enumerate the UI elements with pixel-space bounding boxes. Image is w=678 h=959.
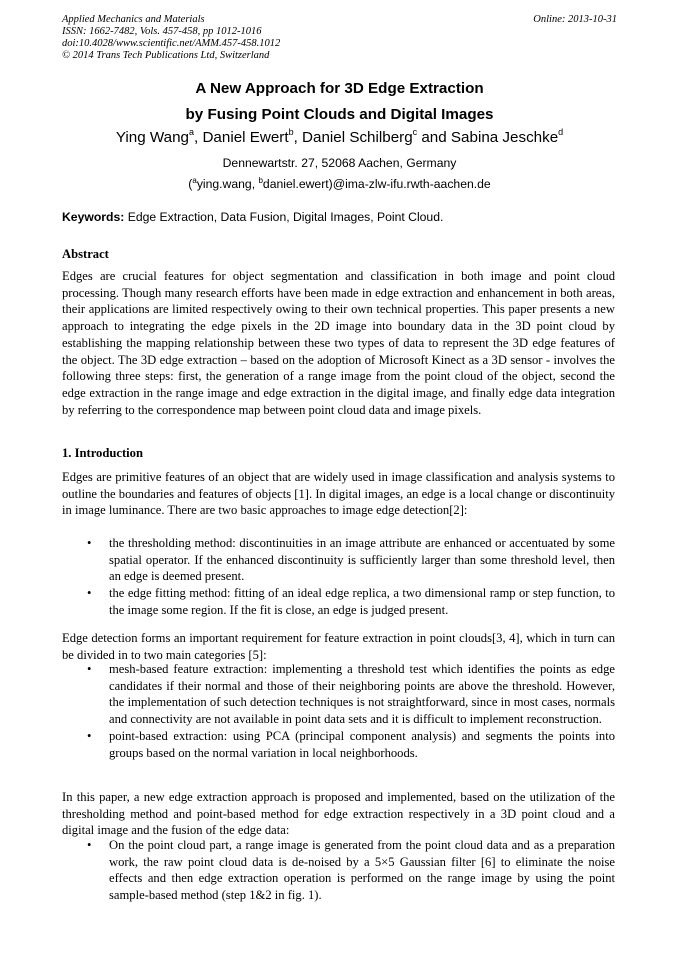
list-item-text: mesh-based feature extraction: implementing a threshold test which identifies the points as edge candidates if their normal and those of their neighboring points are above the threshold. However, the implementation of such detection techniques is not straightforward, since in most cases, normals and connectivity are not available in point data sets and it is difficult to implement reconstruction.: [109, 662, 615, 727]
list-item-text: point-based extraction: using PCA (principal component analysis) and segments the points into groups based on the normal variation in local neighborhoods.: [109, 728, 615, 760]
online-date: Online: 2013-10-31: [533, 14, 617, 25]
author-name: Ying Wang: [115, 129, 189, 146]
email-paren: (: [188, 177, 193, 191]
issn-line: ISSN: 1662-7482, Vols. 457-458, pp 1012-1016: [62, 26, 262, 37]
doi-line: doi:10.4028/www.scientific.net/AMM.457-458.1012: [62, 38, 281, 49]
list-item-text: On the point cloud part, a range image is generated from the point cloud data and as a preparation work, the raw point cloud data is de-noised by a 5×5 Gaussian filter [6] to eliminate the noise effects and then edge extraction operation is performed on the range image by using the point sample-based method (step 1&2 in fig. 1).: [109, 838, 615, 903]
email-rest: daniel.ewert)@ima-zlw-ifu.rwth-aachen.de: [262, 177, 491, 191]
author-affiliation-mark: c: [412, 127, 418, 137]
copyright-line: © 2014 Trans Tech Publications Ltd, Switzerland: [62, 50, 270, 61]
list-item: [62, 535, 615, 585]
intro-paragraph-1: Edges are primitive features of an object that are widely used in image classification and analysis systems to outline the boundaries and features of objects [1]. In digital images, an edge is a local change or discontinuity in image luminance. There are two basic approaches to image edge detection[2]:: [62, 470, 615, 518]
intro-paragraph-3: In this paper, a new edge extraction approach is proposed and implemented, based on the utilization of the thresholding method and point-based method for edge extraction respectively in a 3D point cloud and a digital image and the fusion of the edge data:: [62, 790, 615, 838]
author-email: [62, 177, 617, 191]
introduction-heading: 1. Introduction: [62, 446, 143, 460]
author-name: Sabina Jeschke: [450, 129, 559, 146]
author-separator: and: [417, 129, 451, 146]
abstract-heading: Abstract: [62, 247, 109, 261]
bullet-icon: •: [87, 586, 92, 601]
paper-title-line-1: A New Approach for 3D Edge Extraction: [195, 80, 484, 97]
bullet-icon: •: [87, 838, 92, 852]
list-item-text: the thresholding method: discontinuities in an image attribute are enhanced or accentuated by some spatial operator. If the enhanced discontinuity is sufficiently larger than some threshold level, then an edge is deemed present.: [109, 536, 615, 584]
author-affiliation-mark: a: [189, 127, 195, 137]
keywords-text: Edge Extraction, Data Fusion, Digital Images, Point Cloud.: [124, 210, 444, 224]
bullet-icon: •: [87, 662, 92, 676]
list-item: [62, 728, 615, 761]
point-cloud-categories-list: [62, 661, 615, 761]
list-item-text: the edge fitting method: fitting of an ideal edge replica, a two dimensional ramp or step function, to the image some region. If the fit is close, an edge is judged present.: [109, 586, 615, 617]
proposed-approach-list: [62, 837, 615, 904]
author-name: Daniel Ewert: [202, 129, 289, 146]
edge-detection-approaches-list: [62, 535, 615, 619]
journal-header: [62, 14, 617, 62]
keywords-label: Keywords:: [62, 210, 125, 224]
keywords: [62, 210, 617, 224]
author-separator: ,: [293, 129, 303, 146]
email-user-a: ying.wang,: [196, 177, 259, 191]
list-item: [62, 661, 615, 728]
bullet-icon: •: [87, 536, 92, 550]
abstract-text: Edges are crucial features for object segmentation and classification in both image and point cloud processing. Though many research efforts have been made in edge extraction and enhancement in both areas, their applications are limited respectively owing to their own technical properties. This paper presents a new approach to integrating the edge pixels in the 2D image into boundary data in the 3D point cloud by establishing the mapping relationship between these two types of data to represent the 3D edge features of the object. The 3D edge extraction – based on the adoption of Microsoft Kinect as a 3D sensor - involves the following three steps: first, the generation of a range image from the point cloud of the object, second the edge extraction in the range image and edge extraction in the digital image, and finally edge data integration by referring to the correspondence map between point cloud data and image pixels.: [62, 269, 615, 417]
email-mark-b: b: [258, 176, 263, 185]
email-mark-a: a: [192, 176, 197, 185]
author-list: [62, 129, 617, 146]
intro-paragraph-2: Edge detection forms an important requirement for feature extraction in point clouds[3, 4], which in turn can be divided in to two main categories [5]:: [62, 631, 615, 662]
list-item: [62, 585, 615, 618]
author-affiliation-mark: d: [558, 127, 564, 137]
author-name: Daniel Schilberg: [302, 129, 413, 146]
bullet-icon: •: [87, 728, 92, 743]
author-separator: ,: [194, 129, 203, 146]
author-affiliation-mark: b: [288, 127, 294, 137]
list-item: [62, 837, 615, 904]
paper-title-line-2: by Fusing Point Clouds and Digital Images: [185, 106, 494, 123]
journal-name: Applied Mechanics and Materials: [62, 14, 205, 25]
author-address: Dennewartstr. 27, 52068 Aachen, Germany: [222, 156, 457, 170]
